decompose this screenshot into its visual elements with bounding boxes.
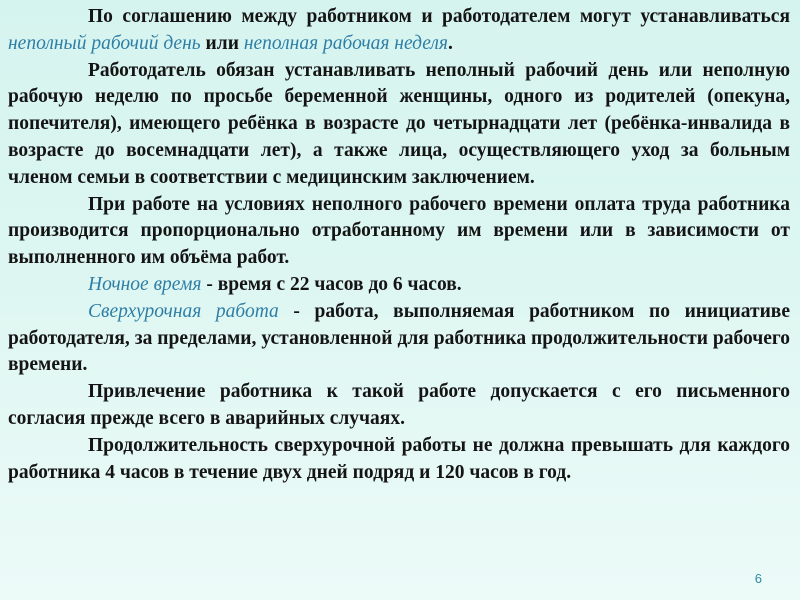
paragraph-text: или [200, 32, 244, 54]
slide-text-body [8, 4, 790, 486]
term-part-time-day: неполный рабочий день [8, 32, 201, 54]
page-number: 6 [754, 571, 762, 586]
term-part-time-week: неполная рабочая неделя [243, 32, 448, 54]
paragraph-text: По соглашению между работником и работодателем могут устанавливаться [88, 6, 790, 27]
paragraph-part-time-agreement [8, 4, 790, 58]
paragraph-overtime-consent: Привлечение работника к такой работе допускается с его письменного согласия прежде всего в аварийных случаях. [8, 381, 790, 429]
term-night-time: Ночное время [88, 273, 202, 295]
paragraph-overtime-definition [8, 299, 790, 379]
paragraph-text: - время с 22 часов до 6 часов. [201, 273, 462, 295]
paragraph-night-time [8, 272, 790, 299]
paragraph-overtime-limit: Продолжительность сверхурочной работы не должна превышать для каждого работника 4 часов в течение двух дней подряд и 120 часов в год. [8, 434, 790, 483]
paragraph-employer-obligation: Работодатель обязан устанавливать неполный рабочий день или неполную рабочую неделю по просьбе беременной женщины, одного из родителей (опекуна, попечителя), имеющего ребёнка в возрасте до четырнадцати лет (ребёнка-инвалида в возрасте до восемнадцати лет), а также лица, осуществляющего уход за больным членом семьи в соответствии с медицинским заключением. [8, 59, 790, 188]
paragraph-text: . [448, 32, 453, 54]
paragraph-part-time-pay: При работе на условиях неполного рабочего времени оплата труда работника производится пропорционально отработанному им времени или в зависимости от выполненного им объёма работ. [8, 193, 790, 269]
paragraph-text: - работа, выполняемая работником по инициативе работодателя, за пределами, установленной для работника продолжительности рабочего времени. [8, 300, 790, 376]
term-overtime-work: Сверхурочная работа [88, 300, 279, 322]
